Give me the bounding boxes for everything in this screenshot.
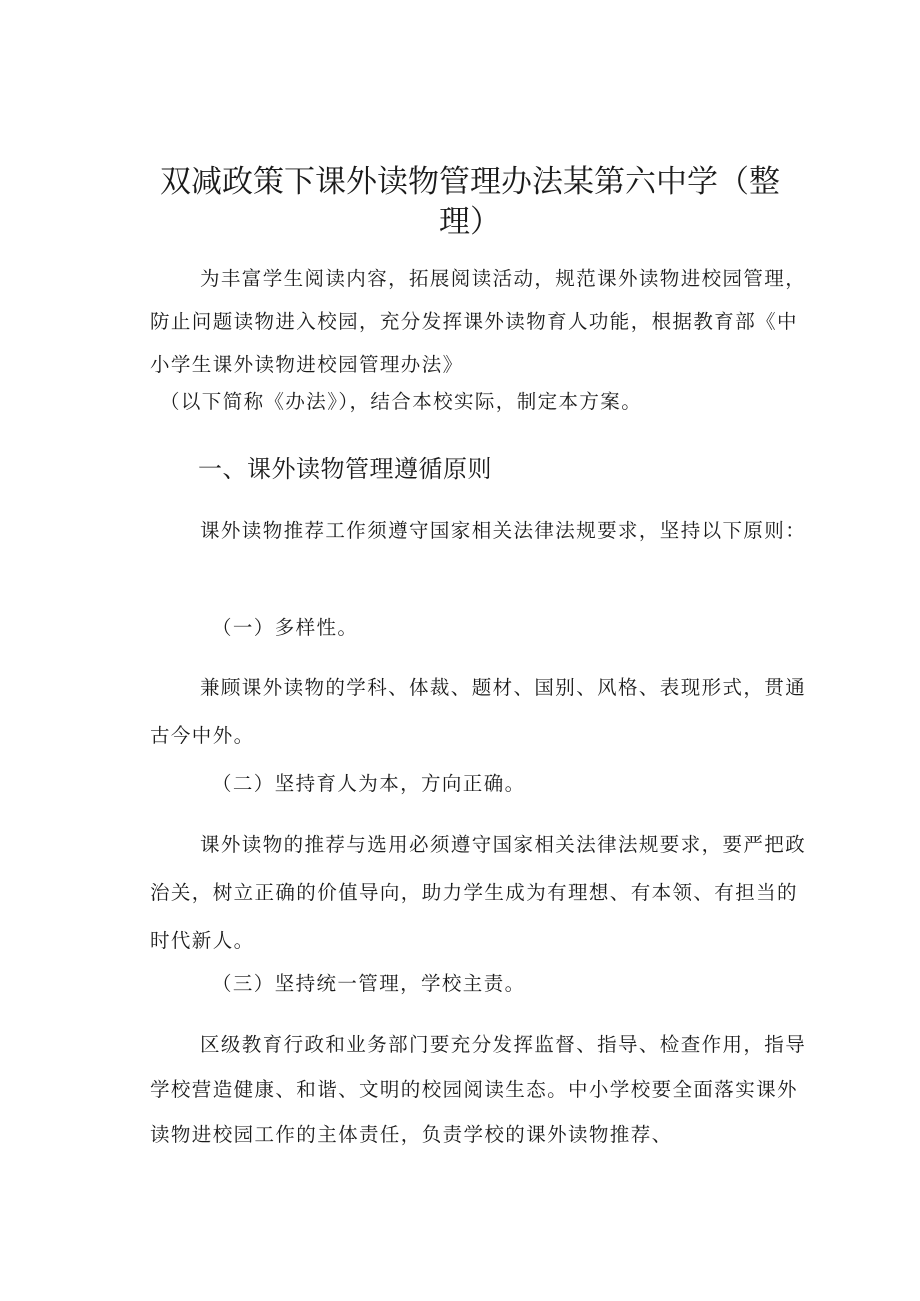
intro-paragraph: 为丰富学生阅读内容，拓展阅读活动，规范课外读物进校园管理，防止问题读物进入校园，充分发挥课外读物育人功能，根据教育部《中小学生课外读物进校园管理办法》 — [150, 267, 807, 376]
principle-text-1: 兼顾课外读物的学科、体裁、题材、国别、风格、表现形式，贯通古今中外。 — [150, 676, 807, 747]
section-heading-principles: 一、课外读物管理遵循原则 — [198, 455, 492, 483]
principle-heading-1: （一）多样性。 — [212, 616, 359, 639]
document-title: 双减政策下课外读物管理办法某第六中学（整理） — [160, 164, 780, 240]
principle-heading-2: （二）坚持育人为本，方向正确。 — [212, 772, 526, 795]
section-intro-paragraph: 课外读物推荐工作须遵守国家相关法律法规要求，坚持以下原则： — [200, 519, 807, 542]
principle-text-2: 课外读物的推荐与选用必须遵守国家相关法律法规要求，要严把政治关，树立正确的价值导向，助力学生成为有理想、有本领、有担当的时代新人。 — [150, 833, 807, 952]
intro-paragraph-continued: （以下简称《办法》），结合本校实际，制定本方案。 — [160, 390, 643, 413]
principle-text-3: 区级教育行政和业务部门要充分发挥监督、指导、检查作用，指导学校营造健康、和谐、文明的校园阅读生态。中小学校要全面落实课外读物进校园工作的主体责任，负责学校的课外读物推荐、 — [150, 1033, 807, 1146]
principle-heading-3: （三）坚持统一管理，学校主责。 — [212, 972, 526, 995]
